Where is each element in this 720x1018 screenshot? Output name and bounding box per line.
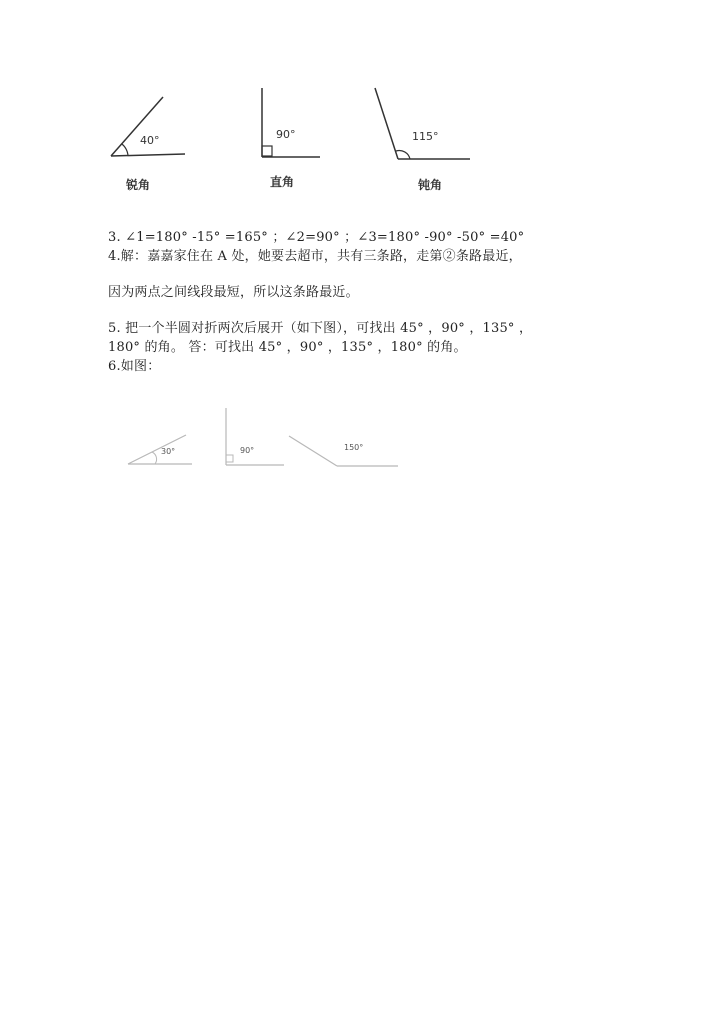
- acute-angle-name: 锐角: [126, 178, 151, 192]
- answer-5-line1: 5. 把一个半圆对折两次后展开（如下图），可找出 45° ，90° ，135° ，: [108, 321, 533, 336]
- answer-4: 4.解：嘉嘉家住在 A 处，她要去超市，共有三条路，走第②条路最近，: [108, 249, 522, 264]
- acute-angle-label: 40°: [140, 134, 160, 147]
- answer-5-line2: 180° 的角。 答：可找出 45° ，90° ，135° ，180° 的角。: [108, 340, 467, 355]
- angle-90-figure: [226, 408, 284, 465]
- obtuse-angle-figure: [375, 88, 470, 159]
- right-angle-name: 直角: [270, 175, 295, 189]
- angle-150-label: 150°: [344, 443, 364, 452]
- right-angle-figure: [262, 88, 320, 157]
- acute-angle-figure: [111, 97, 185, 156]
- angle-30-figure: [128, 435, 192, 464]
- answer-3: 3. ∠1=180° -15° =165° ；∠2=90° ；∠3=180° -90° -50° =40°: [108, 230, 525, 245]
- answer-6: 6.如图：: [108, 359, 161, 374]
- obtuse-angle-name: 钝角: [418, 178, 443, 192]
- obtuse-angle-label: 115°: [412, 130, 439, 143]
- angle-90-label: 90°: [240, 446, 255, 455]
- right-angle-label: 90°: [276, 128, 296, 141]
- answer-4-continued: 因为两点之间线段最短，所以这条路最近。: [108, 285, 359, 300]
- angle-30-label: 30°: [161, 447, 176, 456]
